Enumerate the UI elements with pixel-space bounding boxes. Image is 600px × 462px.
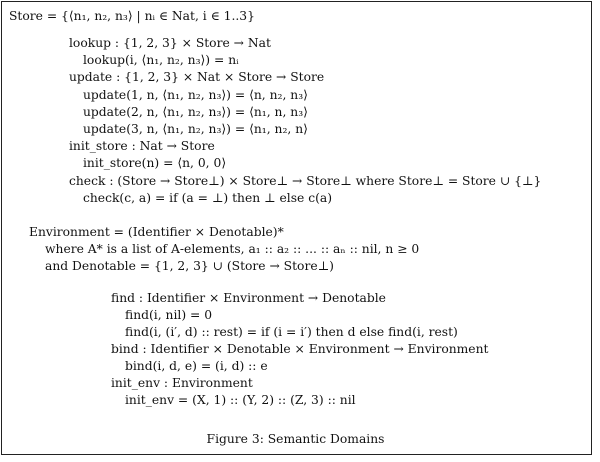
list-explanation: where A* is a list of A-elements, a₁ :: a₂ :: ... :: aₙ :: nil, n ≥ 0 xyxy=(45,242,420,256)
check-equation: check(c, a) = if (a = ⊥) then ⊥ else c(a) xyxy=(83,191,333,205)
update-equation-1: update(1, n, ⟨n₁, n₂, n₃⟩) = ⟨n, n₂, n₃⟩ xyxy=(83,88,308,102)
environment-definition: Environment = (Identifier × Denotable)* xyxy=(29,225,284,239)
bind-signature: bind : Identifier × Denotable × Environment → Environment xyxy=(111,342,489,356)
find-signature: find : Identifier × Environment → Denotable xyxy=(111,291,386,305)
init-env-signature: init_env : Environment xyxy=(111,376,253,390)
find-cons-equation: find(i, (i′, d) :: rest) = if (i = i′) then d else find(i, rest) xyxy=(125,325,458,339)
denotable-definition: and Denotable = {1, 2, 3} ∪ (Store → Store⊥) xyxy=(45,259,334,273)
update-equation-3: update(3, n, ⟨n₁, n₂, n₃⟩) = ⟨n₁, n₂, n⟩ xyxy=(83,122,308,136)
find-nil-equation: find(i, nil) = 0 xyxy=(125,308,213,322)
lookup-signature: lookup : {1, 2, 3} × Store → Nat xyxy=(69,36,271,50)
lookup-equation: lookup(i, ⟨n₁, n₂, n₃⟩) = nᵢ xyxy=(83,53,239,67)
update-signature: update : {1, 2, 3} × Nat × Store → Store xyxy=(69,70,325,84)
init-store-equation: init_store(n) = ⟨n, 0, 0⟩ xyxy=(83,156,227,170)
init-env-equation: init_env = (X, 1) :: (Y, 2) :: (Z, 3) :: nil xyxy=(125,393,356,407)
check-signature: check : (Store → Store⊥) × Store⊥ → Store⊥ where Store⊥ = Store ∪ {⊥} xyxy=(69,174,542,188)
update-equation-2: update(2, n, ⟨n₁, n₂, n₃⟩) = ⟨n₁, n, n₃⟩ xyxy=(83,105,308,119)
bind-equation: bind(i, d, e) = (i, d) :: e xyxy=(125,359,268,373)
init-store-signature: init_store : Nat → Store xyxy=(69,139,215,153)
store-definition: Store = {⟨n₁, n₂, n₃⟩ | nᵢ ∈ Nat, i ∈ 1..3} xyxy=(9,9,255,23)
figure-caption: Figure 3: Semantic Domains xyxy=(206,432,385,446)
